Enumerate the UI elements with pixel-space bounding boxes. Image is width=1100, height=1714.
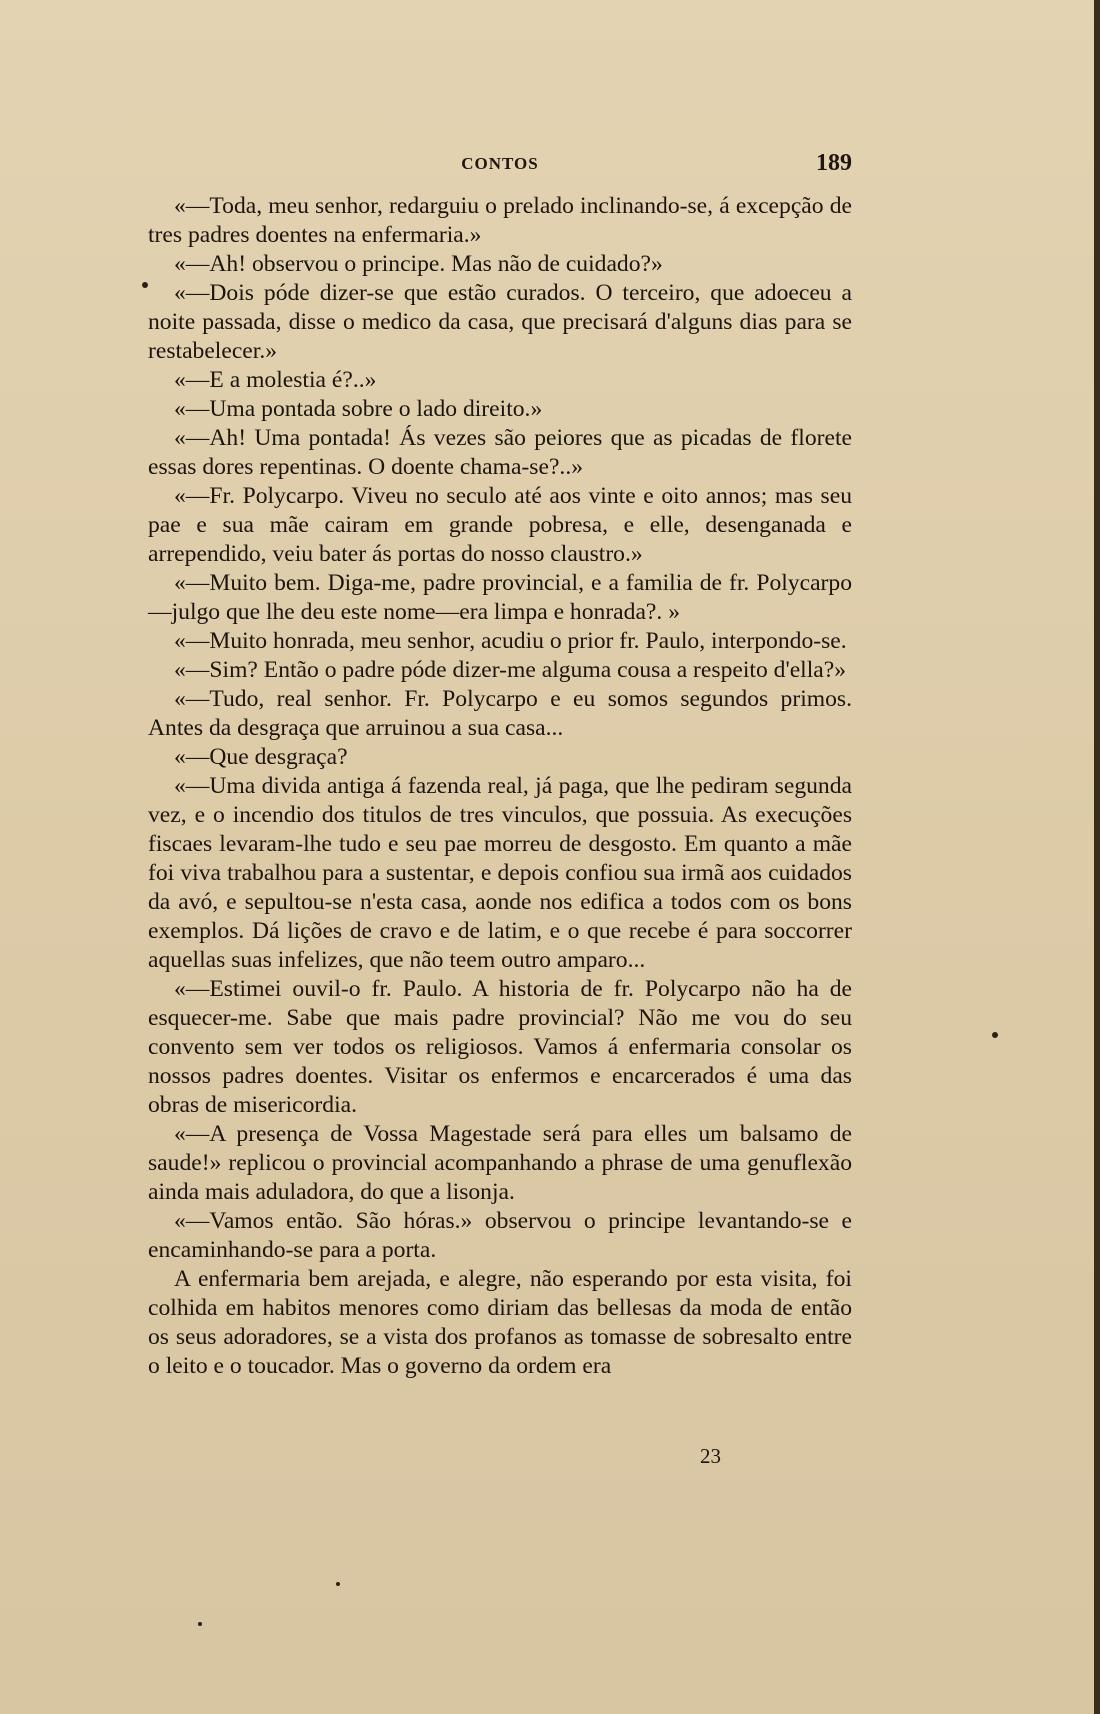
ink-speck (198, 1622, 202, 1626)
page-number: 189 (816, 150, 852, 176)
running-title: CONTOS (461, 154, 539, 173)
ink-speck (142, 282, 148, 288)
paragraph: «—Muito honrada, meu senhor, acudiu o prior fr. Paulo, interpondo-se. (174, 628, 847, 654)
paragraph: «—Dois póde dizer-se que estão curados. O terceiro, que adoeceu a noite passada, disse o medico da casa, que precisará d'alguns dias para se restabelecer.» (148, 280, 852, 364)
paragraph: «—Uma divida antiga á fazenda real, já paga, que lhe pediram segunda vez, e o incendio dos titulos de tres vinculos, que possuia. As execuções fiscaes levaram-lhe tudo e seu pae morreu de desgosto. Em quanto a mãe foi viva trabalhou para a sustentar, e depois confiou sua irmã aos cuidados da avó, e sepultou-se n'esta casa, aonde nos edifica a todos com os bons exemplos. Dá lições de cravo e de latim, e o que recebe é para soccorrer aquellas suas infelizes, que não teem outro amparo... (148, 773, 852, 973)
paragraph: «—Muito bem. Diga-me, padre provincial, e a familia de fr. Polycarpo—julgo que lhe deu este nome—era limpa e honrada?. » (148, 570, 852, 625)
signature-mark: 23 (700, 1444, 721, 1468)
paragraph: «—Que desgraça? (174, 744, 348, 770)
paragraph: «—Uma pontada sobre o lado direito.» (174, 396, 543, 422)
paragraph: «—Vamos então. São hóras.» observou o principe levantando-se e encaminhando-se para a porta. (148, 1208, 852, 1263)
paragraph: A enfermaria bem arejada, e alegre, não esperando por esta visita, foi colhida em habitos menores como diriam das bellesas da moda de então os seus adoradores, se a vista dos profanos as tomasse de sobresalto entre o leito e o toucador. Mas o governo da ordem era (148, 1266, 852, 1379)
page-edge-shadow (1094, 0, 1100, 1714)
paragraph: «—Estimei ouvil-o fr. Paulo. A historia de fr. Polycarpo não ha de esquecer-me. Sabe que mais padre provincial? Não me vou do seu convento sem ver todos os religiosos. Vamos á enfermaria consolar os nossos padres doentes. Visitar os enfermos e encarcerados é uma das obras de misericordia. (148, 976, 852, 1118)
body-text (148, 192, 852, 1381)
paragraph: «—A presença de Vossa Magestade será para elles um balsamo de saude!» replicou o provincial acompanhando a phrase de uma genuflexão ainda mais aduladora, do que a lisonja. (148, 1121, 852, 1205)
paragraph: «—E a molestia é?..» (174, 367, 377, 393)
paragraph: «—Sim? Então o padre póde dizer-me alguma cousa a respeito d'ella?» (174, 657, 847, 683)
page-header (148, 150, 852, 180)
paragraph: «—Ah! Uma pontada! Ás vezes são peiores que as picadas de florete essas dores repentinas. O doente chama-se?..» (148, 425, 852, 480)
paragraph: «—Fr. Polycarpo. Viveu no seculo até aos vinte e oito annos; mas seu pae e sua mãe cairam em grande pobresa, e elle, desenganada e arrependido, veiu bater ás portas do nosso claustro.» (148, 483, 852, 567)
ink-speck (336, 1582, 340, 1586)
paragraph: «—Tudo, real senhor. Fr. Polycarpo e eu somos segundos primos. Antes da desgraça que arruinou a sua casa... (148, 686, 852, 741)
paragraph: «—Ah! observou o principe. Mas não de cuidado?» (174, 251, 663, 277)
ink-speck (992, 1032, 998, 1038)
paragraph: «—Toda, meu senhor, redarguiu o prelado inclinando-se, á excepção de tres padres doentes na enfermaria.» (148, 193, 852, 248)
